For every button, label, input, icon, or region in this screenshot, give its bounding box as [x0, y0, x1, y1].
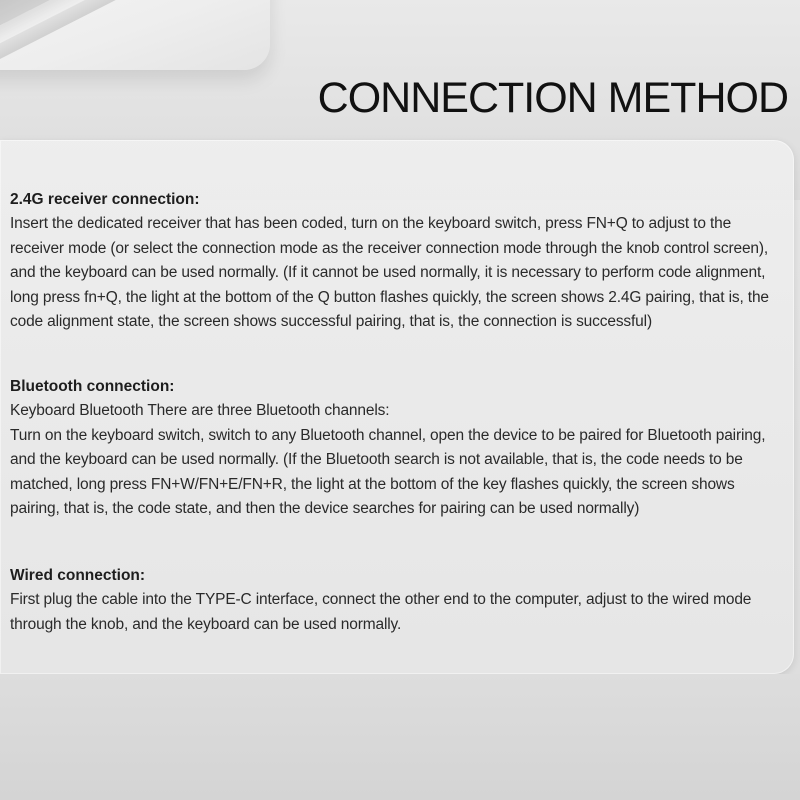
section-heading: 2.4G receiver connection:: [10, 191, 200, 208]
section-text: First plug the cable into the TYPE-C interface, connect the other end to the computer, adjust to the wired mode through the knob, and the keyboard can be used normally.: [10, 591, 752, 633]
section-bluetooth-connection: [10, 375, 770, 522]
section-heading: Wired connection:: [10, 567, 146, 584]
bottom-background: [0, 674, 800, 800]
section-text: Turn on the keyboard switch, switch to any Bluetooth channel, open the device to be paired for Bluetooth pairing, and the keyboard can be used normally. (If the Bluetooth search is not available, that is, the code needs to be matched, long press FN+W/FN+E/FN+R, the light at the bottom of the key flashes quickly, the screen shows pairing, that is, the code state, and then the device searches for pairing can be used normally): [10, 426, 766, 517]
section-heading: Bluetooth connection:: [10, 378, 175, 395]
page-title: CONNECTION METHOD: [317, 74, 788, 122]
section-receiver-connection: [10, 188, 770, 335]
instructions-panel: [0, 140, 794, 674]
section-text: Insert the dedicated receiver that has been coded, turn on the keyboard switch, press FN+Q to adjust to the receiver mode (or select the connection mode as the receiver connection mode through the knob control screen), and the keyboard can be used normally. (If it cannot be used normally, it is necessary to perform code alignment, long press fn+Q, the light at the bottom of the Q button flashes quickly, the screen shows 2.4G pairing, that is, the code alignment state, the screen shows successful pairing, that is, the connection is successful): [10, 215, 769, 330]
section-wired-connection: [10, 564, 770, 637]
section-text: Keyboard Bluetooth There are three Bluetooth channels:: [10, 402, 390, 419]
